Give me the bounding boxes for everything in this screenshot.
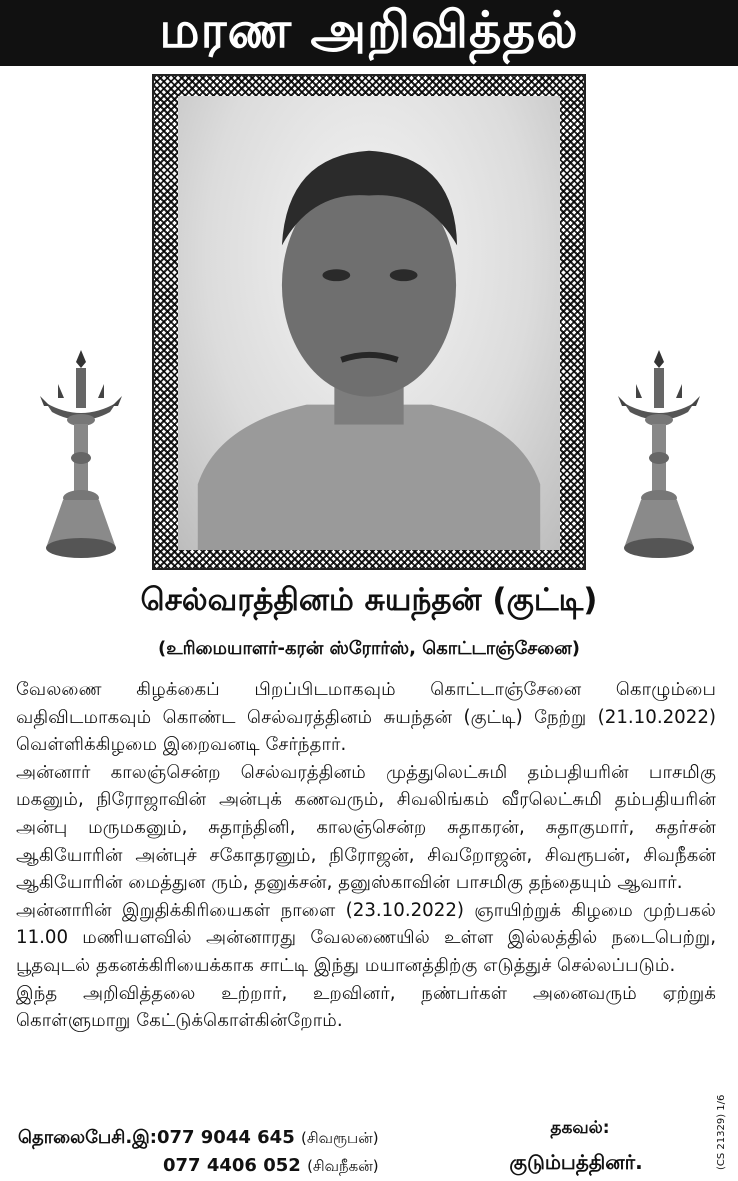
- deceased-subtitle: (உரிமையாளர்-கரன் ஸ்ரோர்ஸ், கொட்டாஞ்சேனை): [158, 638, 580, 659]
- contact-row-2: [18, 1152, 438, 1180]
- info-block: [470, 1118, 710, 1177]
- info-label: தகவல்:: [550, 1118, 610, 1138]
- body-paragraph: இந்த அறிவித்தலை உற்றார், உறவினர், நண்பர்கள் அனைவரும் ஏற்றுக் கொள்ளுமாறு கேட்டுக்கொள்கின்றோம்.: [16, 982, 716, 1032]
- phone-number: 077 9044 645: [156, 1127, 295, 1148]
- contact-block: [18, 1124, 438, 1180]
- oil-lamp-icon: [36, 348, 126, 563]
- contact-person: (சிவநீகன்): [307, 1157, 379, 1175]
- ad-code: (CS 21329) 1/6: [716, 1094, 727, 1170]
- notice-title: மரண அறிவித்தல்: [0, 0, 738, 66]
- photo-frame: [152, 74, 586, 570]
- phone-number: 077 4406 052: [163, 1155, 301, 1176]
- info-from: குடும்பத்தினர்.: [509, 1150, 643, 1174]
- body-paragraph: அன்னார் காலஞ்சென்ற செல்வரத்தினம் முத்துலெட்சுமி தம்பதியரின் பாசமிகு மகனும், நிரோஜாவின் அன்புக் கணவரும், சிவலிங்கம் வீரலெட்சுமி தம்பதியரின் அன்பு மருமகனும், சுதாந்தினி, காலஞ்சென்ற சுதாகரன், சுதாகுமார், சுதர்சன் ஆகியோரின் அன்புச் சகோதரனும், நிரோஜன், சிவறோஜன், சிவரூபன், சிவநீகன் ஆகியோரின் மைத்துன ரும், தனுக்சன், தனுஸ்காவின் பாசமிகு தந்தையும் ஆவார்.: [16, 761, 716, 894]
- notice-body: [16, 676, 716, 1035]
- body-paragraph: வேலணை கிழக்கைப் பிறப்பிடமாகவும் கொட்டாஞ்சேனை கொழும்பை வதிவிடமாகவும் கொண்ட செல்வரத்தினம் சுயந்தன் (குட்டி) நேற்று (21.10.2022) வெள்ளிக்கிழமை இறைவனடி சேர்ந்தார்.: [16, 679, 716, 756]
- portrait-photo: [178, 96, 560, 550]
- body-paragraph: அன்னாரின் இறுதிக்கிரியைகள் நாளை (23.10.2022) ஞாயிற்றுக் கிழமை முற்பகல் 11.00 மணியளவில் அன்னாரது வேலணையில் உள்ள இல்லத்தில் நடைபெற்று, பூதவுடல் தகனக்கிரியைக்காக சாட்டி இந்து மயானத்திற்கு எடுத்துச் செல்லப்படும்.: [16, 899, 716, 976]
- oil-lamp-icon: [614, 348, 704, 563]
- contact-row-1: [18, 1124, 438, 1152]
- deceased-name: செல்வரத்தினம் சுயந்தன் (குட்டி): [140, 582, 598, 618]
- contact-person: (சிவரூபன்): [301, 1129, 379, 1147]
- contact-label: தொலைபேசி.இ:: [18, 1127, 157, 1148]
